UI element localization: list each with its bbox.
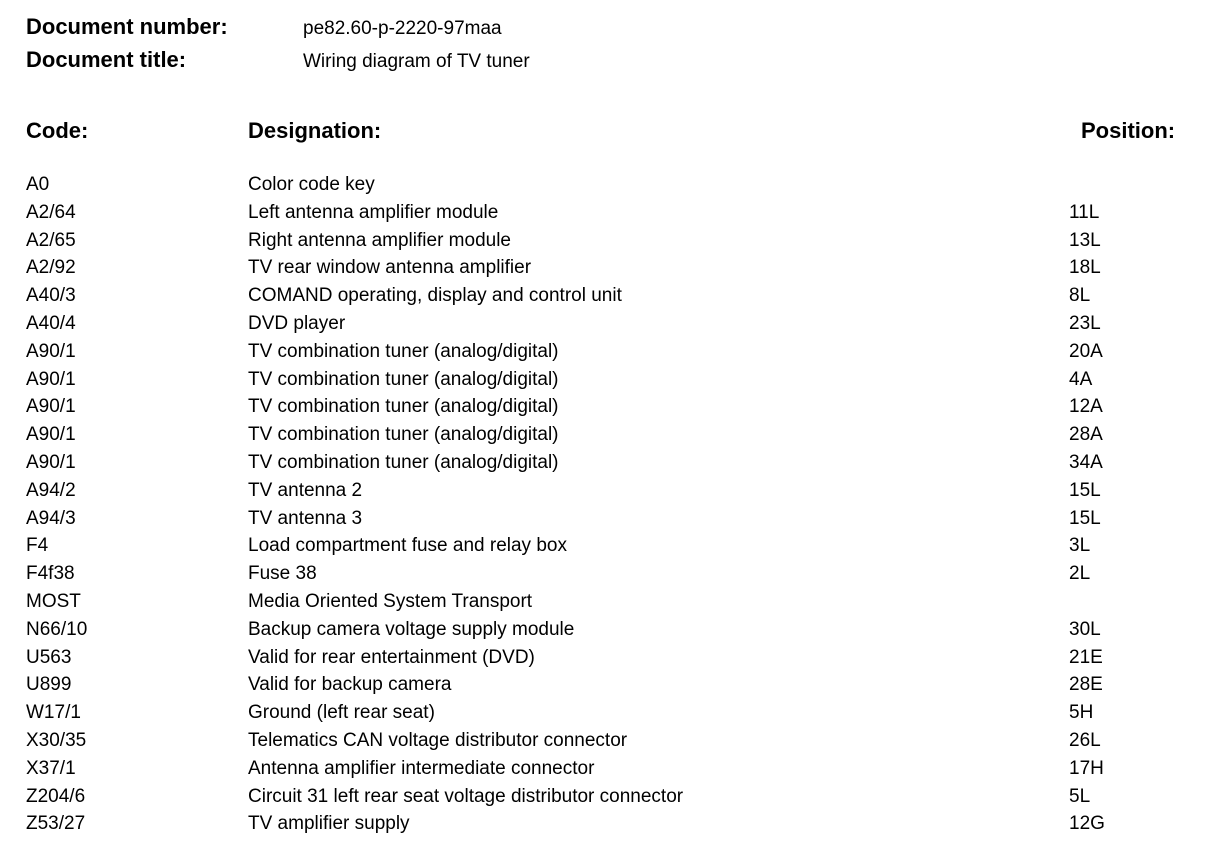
row-position: 26L (1069, 729, 1101, 751)
row-position: 3L (1069, 535, 1091, 557)
row-code: A40/4 (26, 312, 76, 334)
row-code: U563 (26, 646, 72, 668)
row-position: 34A (1069, 451, 1103, 473)
row-code: A2/65 (26, 229, 76, 251)
row-code: A94/3 (26, 507, 76, 529)
table-row (26, 449, 1216, 477)
document-title-row (26, 47, 530, 80)
row-code: A90/1 (26, 424, 76, 446)
document-header (26, 14, 530, 80)
row-designation: Valid for backup camera (248, 674, 452, 696)
row-designation: Fuse 38 (248, 563, 317, 585)
row-position: 5L (1069, 785, 1091, 807)
document-title-value: Wiring diagram of TV tuner (303, 51, 530, 72)
row-designation: TV amplifier supply (248, 813, 410, 835)
row-code: N66/10 (26, 618, 88, 640)
row-position: 28A (1069, 424, 1103, 446)
row-position: 15L (1069, 507, 1101, 529)
table-row (26, 505, 1216, 533)
row-designation: Antenna amplifier intermediate connector (248, 757, 595, 779)
table-body (26, 171, 1216, 838)
row-code: X30/35 (26, 729, 87, 751)
column-header-position: Position: (1081, 118, 1176, 143)
table-row (26, 699, 1216, 727)
row-designation: Right antenna amplifier module (248, 229, 511, 251)
row-designation: TV combination tuner (analog/digital) (248, 451, 559, 473)
row-designation: Color code key (248, 174, 375, 195)
row-position: 2L (1069, 563, 1091, 585)
row-designation: Valid for rear entertainment (DVD) (248, 646, 535, 668)
document-title-label: Document title: (26, 47, 187, 72)
row-position: 17H (1069, 757, 1104, 779)
row-code: F4 (26, 535, 49, 557)
table-row (26, 783, 1216, 811)
row-position: 20A (1069, 340, 1103, 362)
row-code: W17/1 (26, 702, 81, 724)
row-position: 12G (1069, 813, 1105, 835)
row-code: Z53/27 (26, 813, 86, 835)
row-position: 4A (1069, 368, 1093, 390)
table-row (26, 671, 1216, 699)
row-position: 30L (1069, 618, 1101, 640)
row-designation: Ground (left rear seat) (248, 702, 435, 724)
column-header-designation: Designation: (248, 118, 382, 143)
row-designation: TV rear window antenna amplifier (248, 257, 532, 279)
table-row (26, 310, 1216, 338)
row-code: A90/1 (26, 368, 76, 390)
row-code: A2/64 (26, 201, 76, 223)
row-position: 8L (1069, 285, 1091, 307)
table-row (26, 560, 1216, 588)
row-position: 11L (1069, 201, 1100, 223)
row-designation: TV combination tuner (analog/digital) (248, 368, 559, 390)
row-code: MOST (26, 590, 81, 612)
row-code: A90/1 (26, 396, 76, 418)
column-header-code: Code: (26, 118, 89, 143)
table-row (26, 727, 1216, 755)
row-designation: Circuit 31 left rear seat voltage distributor connector (248, 785, 684, 807)
row-designation: TV combination tuner (analog/digital) (248, 424, 559, 446)
table-row (26, 588, 1216, 616)
row-position: 23L (1069, 312, 1101, 334)
table-row (26, 616, 1216, 644)
row-code: A2/92 (26, 257, 76, 279)
document-number-label: Document number: (26, 14, 228, 39)
row-designation: Telematics CAN voltage distributor connector (248, 729, 628, 751)
row-position: 15L (1069, 479, 1101, 501)
row-designation: TV combination tuner (analog/digital) (248, 396, 559, 418)
table-row (26, 421, 1216, 449)
row-code: A90/1 (26, 451, 76, 473)
table-row (26, 393, 1216, 421)
row-code: U899 (26, 674, 72, 696)
table-row (26, 171, 1216, 199)
row-code: X37/1 (26, 757, 76, 779)
row-position: 13L (1069, 229, 1101, 251)
table-row (26, 810, 1216, 838)
document-number-value: pe82.60-p-2220-97maa (303, 18, 502, 39)
row-position: 28E (1069, 674, 1103, 696)
row-position: 12A (1069, 396, 1103, 418)
row-designation: TV antenna 3 (248, 507, 363, 529)
table-row (26, 755, 1216, 783)
table-row (26, 532, 1216, 560)
row-designation: COMAND operating, display and control unit (248, 285, 622, 307)
row-code: F4f38 (26, 563, 75, 585)
table-row (26, 644, 1216, 672)
row-code: A94/2 (26, 479, 76, 501)
table-row (26, 199, 1216, 227)
row-designation: Backup camera voltage supply module (248, 618, 575, 640)
table-header (26, 118, 1216, 148)
table-row (26, 338, 1216, 366)
row-position: 5H (1069, 702, 1094, 724)
row-position: 18L (1069, 257, 1101, 279)
row-position: 21E (1069, 646, 1103, 668)
document-number-row (26, 14, 530, 47)
row-code: A40/3 (26, 285, 76, 307)
row-designation: Media Oriented System Transport (248, 590, 533, 612)
table-row (26, 254, 1216, 282)
row-designation: Left antenna amplifier module (248, 201, 499, 223)
table-row (26, 282, 1216, 310)
row-code: A90/1 (26, 340, 76, 362)
row-designation: DVD player (248, 312, 346, 334)
row-code: A0 (26, 174, 50, 195)
row-designation: Load compartment fuse and relay box (248, 535, 567, 557)
row-code: Z204/6 (26, 785, 86, 807)
table-row (26, 366, 1216, 394)
row-designation: TV antenna 2 (248, 479, 363, 501)
table-row (26, 227, 1216, 255)
table-row (26, 477, 1216, 505)
row-designation: TV combination tuner (analog/digital) (248, 340, 559, 362)
